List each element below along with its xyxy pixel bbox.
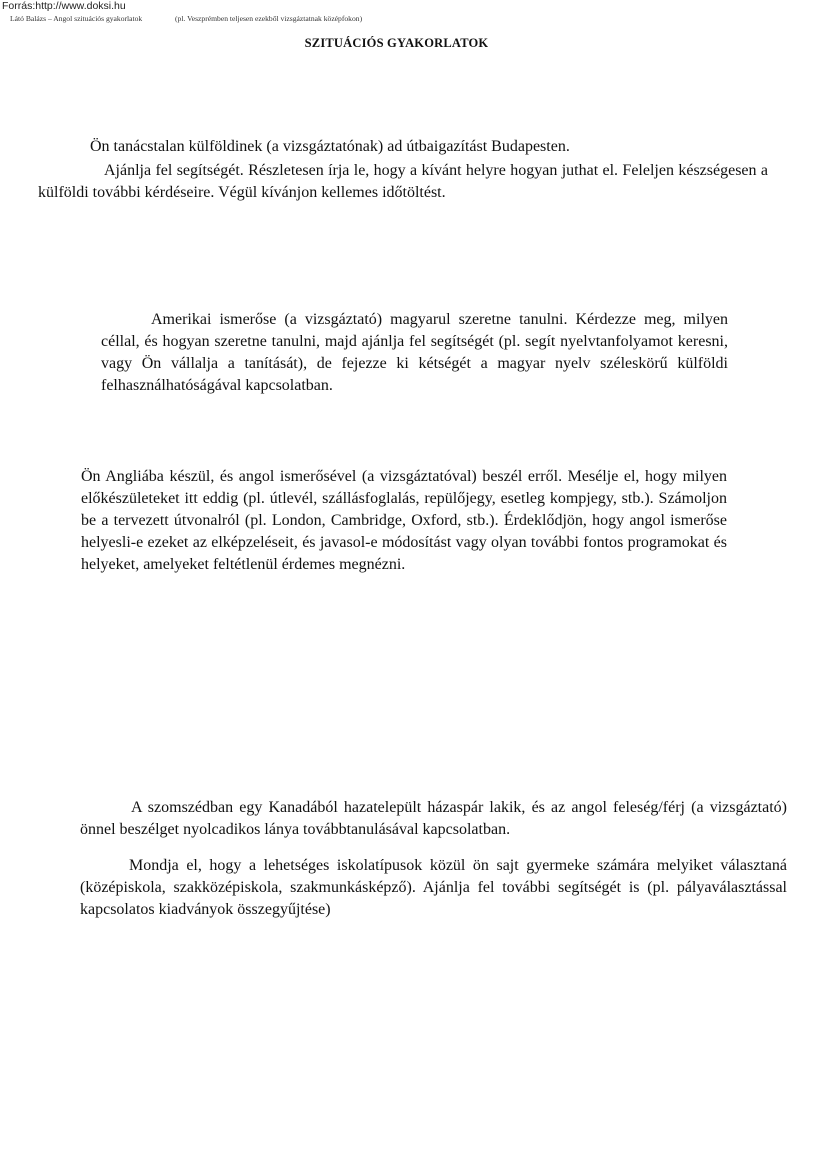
situation-4 xyxy=(80,797,787,921)
situation-3 xyxy=(81,466,727,576)
situation-2 xyxy=(101,309,728,397)
situation-2-paragraph-1: Amerikai ismerőse (a vizsgáztató) magyarul szeretne tanulni. Kérdezze meg, milyen céllal, és hogyan szeretne tanulni, majd ajánlja fel segítségét (pl. segít nyelvtanfolyamot keresni, vagy Ön vállalja a tanítását), de fejezze ki kétségét a magyar nyelv széleskörű külföldi felhasználhatóságával kapcsolatban. xyxy=(101,311,728,394)
header-author: Látó Balázs – Angol szituációs gyakorlatok xyxy=(10,14,143,23)
situation-4-paragraph-1: A szomszédban egy Kanadából hazatelepült házaspár lakik, és az angol feleség/férj (a vizsgáztató) önnel beszélget nyolcadikos lánya továbbtanulásával kapcsolatban. xyxy=(80,799,787,838)
situation-1-paragraph-1: Ön tanácstalan külföldinek (a vizsgáztatónak) ad útbaigazítást Budapesten. xyxy=(90,138,570,155)
page-title: SZITUÁCIÓS GYAKORLATOK xyxy=(304,36,489,50)
source-url: Forrás:http://www.doksi.hu xyxy=(2,0,126,12)
situation-1 xyxy=(38,136,768,204)
situation-4-paragraph-2: Mondja el, hogy a lehetséges iskolatípusok közül ön sajt gyermeke számára melyiket választaná (középiskola, szakközépiskola, szakmunkásképző). Ajánlja fel további segítségét is (pl. pályaválasztással kapcsolatos kiadványok összegyűjtése) xyxy=(80,857,787,918)
situation-1-paragraph-2: Ajánlja fel segítségét. Részletesen írja le, hogy a kívánt helyre hogyan juthat el. Feleljen készségesen a külföldi további kérdéseire. Végül kívánjon kellemes időtöltést. xyxy=(38,162,768,201)
header-note: (pl. Veszprémben teljesen ezekből vizsgáztatnak középfokon) xyxy=(175,14,363,23)
situation-3-paragraph-1: Ön Angliába készül, és angol ismerősével (a vizsgáztatóval) beszél erről. Mesélje el, hogy milyen előkészületeket itt eddig (pl. útlevél, szállásfoglalás, repülőjegy, esetleg kompjegy, stb.). Számoljon be a tervezett útvonalról (pl. London, Cambridge, Oxford, stb.). Érdeklődjön, hogy angol ismerőse helyesli-e ezeket az elképzeléseit, és javasol-e módosítást vagy olyan további fontos programokat és helyeket, amelyeket feltétlenül érdemes megnézni. xyxy=(81,468,727,573)
